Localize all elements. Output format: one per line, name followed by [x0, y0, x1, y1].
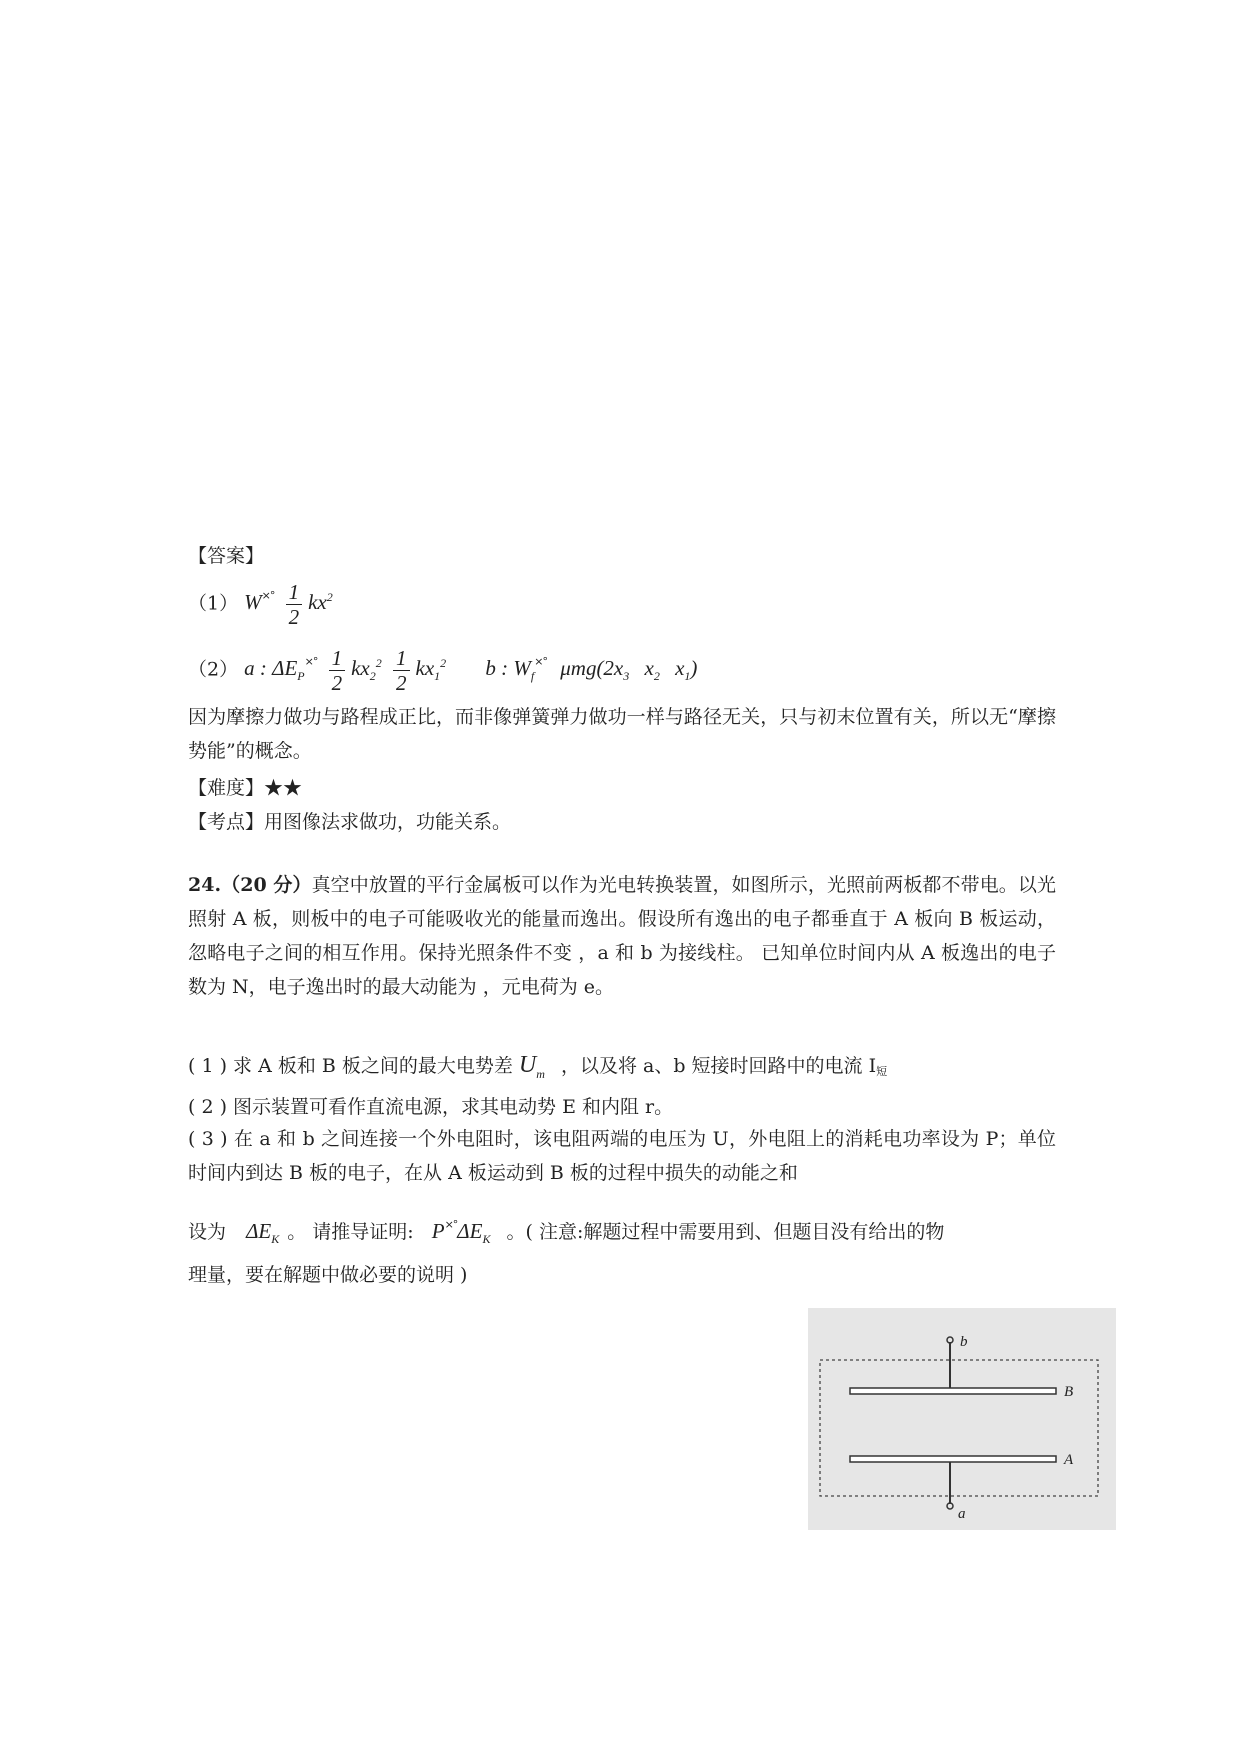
formula-um: $U_m$ [518, 1052, 545, 1081]
question-part-3-end: 理量，要在解题中做必要的说明 ) [188, 1264, 468, 1286]
label-plate-b: B [1064, 1384, 1074, 1400]
question-part-1: ( 1 ) 求 A 板和 B 板之间的最大电势差 $U_m$ ，以及将 a、b 短接时回路中的电流 I短 [188, 1052, 888, 1081]
parallel-plate-figure [808, 1308, 1116, 1530]
plate-a [850, 1456, 1056, 1462]
question-stem-text: 真空中放置的平行金属板可以作为光电转换装置，如图所示，光照前两板都不带电。以光照射 A 板，则板中的电子可能吸收光的能量而逸出。假设所有逸出的电子都垂直于 A 板向 B 板运动，忽略电子之间的相互作用。保持光照条件不变 ，a 和 b 为接线柱。 已知单位时间内从 A 板逸出的电子数为 N，电子逸出时的最大动能为 ，元电荷为 e。 [188, 874, 1056, 998]
item-label: （2） [188, 658, 239, 681]
question-part-3-continued: 设为 $\Delta E_K$ 。 请推导证明: $P^{\times^\circ}\Delta E_K$ 。( 注意:解题过程中需要用到、但题目没有给出的物 [188, 1218, 945, 1247]
difficulty-rating: 【难度】★★ [188, 777, 303, 799]
plate-diagram [808, 1308, 1116, 1530]
question-24-stem [188, 868, 1056, 1004]
topic-note: 【考点】用图像法求做功，功能关系。 [188, 811, 512, 833]
question-part-3: ( 3 ) 在 a 和 b 之间连接一个外电阻时，该电阻两端的电压为 U，外电阻上的消耗电功率设为 P；单位时间内到达 B 板的电子，在从 A 板运动到 B 板的过程中损失的动能之和 [188, 1128, 1056, 1184]
label-a: a [958, 1506, 966, 1522]
question-number: 24.（20 分） [188, 874, 312, 896]
formula-friction-work: b : $W_f^{\times^\circ}$ $\mu mg(2x_3$ $x_2$ $x_1$) [485, 655, 698, 684]
label-b: b [960, 1334, 968, 1350]
formula-delta-ek: $\Delta E_K$ [246, 1219, 280, 1247]
answer-heading: 【答案】 [188, 545, 265, 567]
answer-explanation: 因为摩擦力做功与路程成正比，而非像弹簧弹力做功一样与路径无关，只与初末位置有关，所以无“摩擦势能”的概念。 [188, 706, 1056, 762]
dashed-enclosure [820, 1360, 1098, 1496]
plate-b [850, 1388, 1056, 1394]
question-part-2: ( 2 ) 图示装置可看作直流电源，求其电动势 E 和内阻 r。 [188, 1096, 674, 1118]
answer-item-1 [188, 580, 333, 636]
formula-potential-energy: a : $\Delta E_P^{\times^\circ}$ $\frac{1}{2}$ $kx_2^2$ $\frac{1}{2}$ $kx_1^2$ [244, 646, 447, 695]
label-plate-a: A [1064, 1452, 1074, 1468]
answer-item-2 [188, 646, 697, 706]
item-label: （1） [188, 592, 239, 615]
formula-work: W×° $\frac{1}{2}$ $kx^2$ [244, 580, 333, 629]
formula-proof: $P^{\times^\circ}\Delta E_K$ [431, 1218, 491, 1247]
